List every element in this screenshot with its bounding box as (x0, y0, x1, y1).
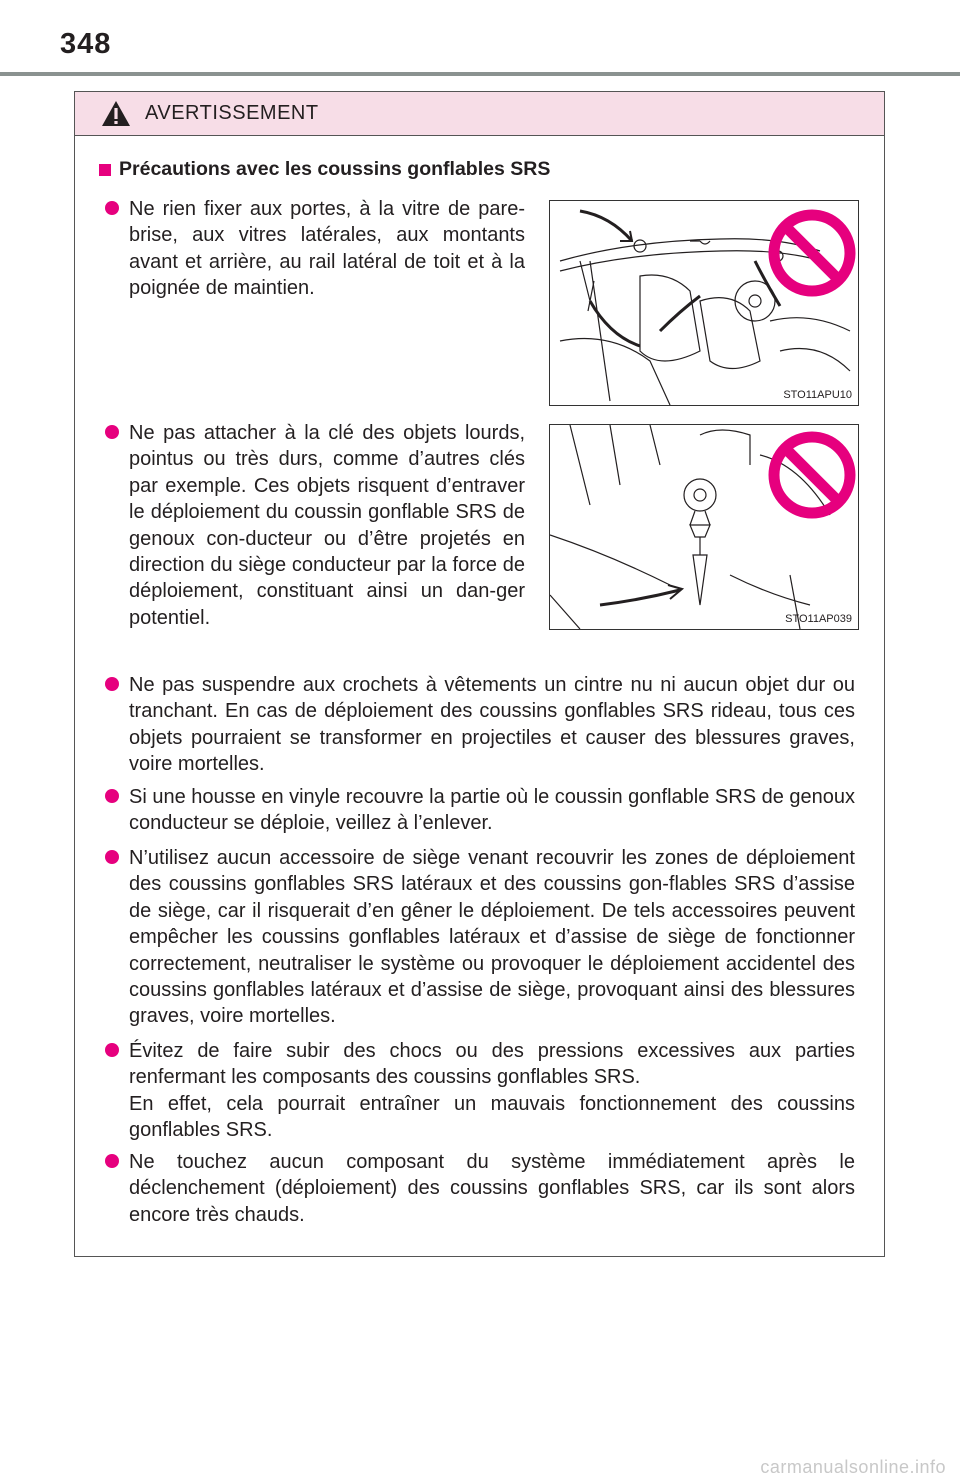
figure-code: STO11APU10 (783, 389, 852, 401)
figure-interior (549, 200, 859, 406)
figure-code: STO11AP039 (785, 613, 852, 625)
bullet-4 (129, 784, 855, 837)
bullet-text: Si une housse en vinyle recouvre la partie où le coussin gonflable SRS de genoux conducteur se déploie, veillez à l’enlever. (129, 786, 856, 835)
bullet-dot-icon (105, 850, 119, 864)
warning-box (74, 91, 885, 1257)
prohibition-icon (774, 215, 850, 291)
footer-url[interactable]: carmanualsonline.info (760, 1457, 946, 1477)
bullet-dot-icon (105, 425, 119, 439)
bullet-dot-icon (105, 677, 119, 691)
bullet-text: Ne rien fixer aux portes, à la vitre de pare-brise, aux vitres latérales, aux montants avant et arrière, au rail latéral de toit et à la poignée de maintien. (129, 198, 525, 300)
bullet-text: Ne touchez aucun composant du système immédiatement après le déclenchement (déploiement) des coussins gonflables SRS, car ils sont alors encore très chauds. (129, 1151, 855, 1226)
section-square-icon (99, 164, 111, 176)
bullet-text: N’utilisez aucun accessoire de siège venant recouvrir les zones de déploiement des coussins gonflables SRS latéraux et des coussins gon-flables SRS d’assise de siège, car il risquerait d’en gêner le déploiement. De tels accessoires peuvent empêcher les coussins gonflables latéraux et d’assise de siège de fonctionner correctement, neutraliser le système ou provoquer le déploiement accidentel des coussins gonflables latéraux et d’assise de siège, provoquant ainsi des blessures graves, voire mortelles. (129, 847, 855, 1028)
warning-title: AVERTISSEMENT (145, 102, 319, 124)
top-rule (0, 72, 960, 76)
section-title (99, 158, 550, 181)
bullet-dot-icon (105, 789, 119, 803)
bullet-dot-icon (105, 1154, 119, 1168)
bullet-6 (129, 1038, 855, 1144)
warning-triangle-icon (101, 100, 131, 127)
figure-key (549, 424, 859, 630)
section-title-text: Précautions avec les coussins gonflables SRS (119, 158, 551, 180)
prohibition-icon (774, 437, 850, 513)
bullet-3 (129, 672, 855, 778)
bullet-text: Ne pas attacher à la clé des objets lourds, pointus ou très durs, comme d’autres clés par exemple. Ces objets risquent d’entraver le déploiement du coussin gonflable SRS de genoux con-ducteur ou d’être projetés en direction du siège conducteur par la force de déploiement, constituant ainsi un dan-ger potentiel. (129, 422, 525, 629)
bullet-5 (129, 845, 855, 1030)
bullet-dot-icon (105, 201, 119, 215)
warning-header (75, 92, 884, 136)
bullet-text-continued: En effet, cela pourrait entraîner un mauvais fonctionnement des coussins gonflables SRS. (129, 1092, 855, 1142)
bullet-text: Évitez de faire subir des chocs ou des pressions excessives aux parties renfermant les composants des coussins gonflables SRS. (129, 1040, 855, 1089)
bullet-7 (129, 1149, 855, 1228)
bullet-dot-icon (105, 1043, 119, 1057)
bullet-text: Ne pas suspendre aux crochets à vêtements un cintre nu ni aucun objet dur ou tranchant. En cas de déploiement des coussins gonflables SRS rideau, tous ces objets pourraient se transformer en projectiles et causer des blessures graves, voire mortelles. (129, 674, 855, 776)
key-illustration (550, 425, 858, 629)
page-number: 348 (60, 28, 112, 60)
bullet-1 (129, 196, 525, 302)
bullet-2 (129, 420, 525, 631)
interior-illustration (550, 201, 858, 405)
